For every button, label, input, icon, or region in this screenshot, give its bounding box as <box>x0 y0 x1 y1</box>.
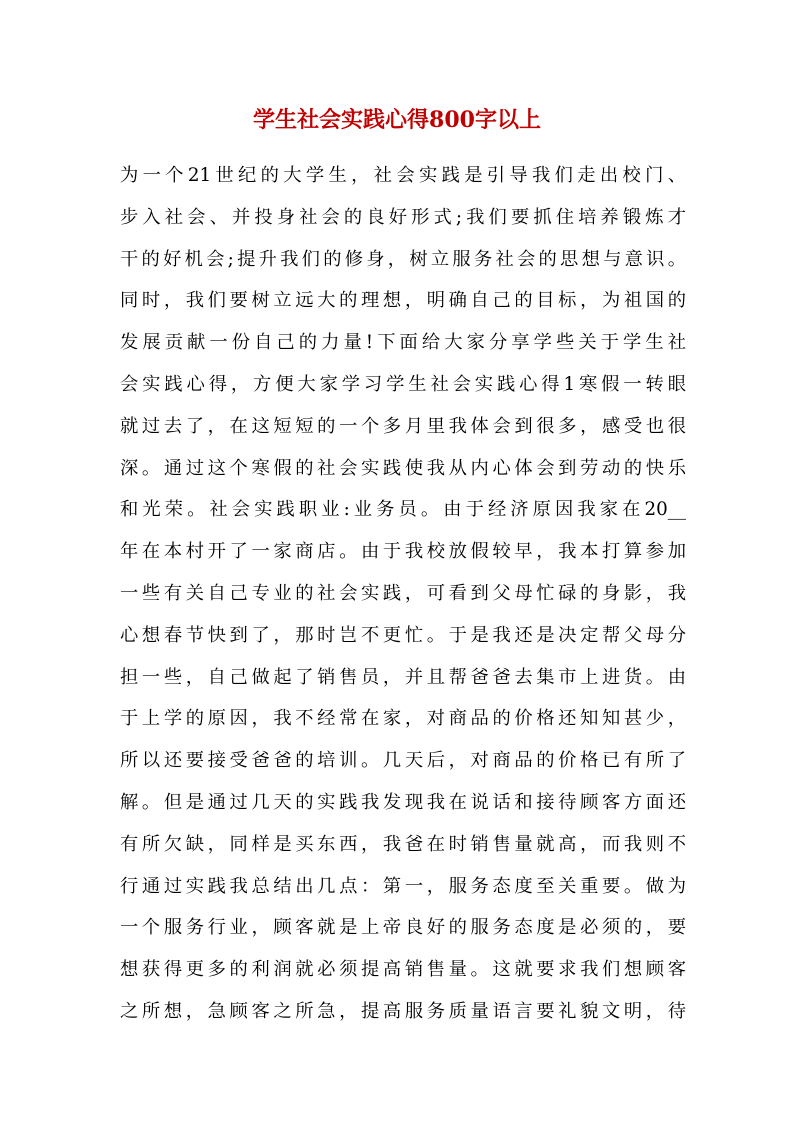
paragraph-line: 担一些，自己做起了销售员，并且帮爸爸去集市上进货。由 <box>120 666 686 688</box>
paragraph-line: 和光荣。社会实践职业:业务员。由于经济原因我家在20__ <box>120 499 686 521</box>
paragraph-line: 心想春节快到了，那时岂不更忙。于是我还是决定帮父母分 <box>120 624 686 646</box>
paragraph-line: 发展贡献一份自己的力量!下面给大家分享学些关于学生社 <box>120 332 686 354</box>
paragraph-line: 有所欠缺，同样是买东西，我爸在时销售量就高，而我则不 <box>120 833 686 855</box>
paragraph-line: 于上学的原因，我不经常在家，对商品的价格还知知甚少， <box>120 708 686 730</box>
paragraph-line: 年在本村开了一家商店。由于我校放假较早，我本打算参加 <box>120 541 686 563</box>
paragraph-line: 为一个21世纪的大学生，社会实践是引导我们走出校门、 <box>120 165 686 186</box>
paragraph-line: 就过去了，在这短短的一个多月里我体会到很多，感受也很 <box>120 415 686 437</box>
document-body <box>120 155 686 1033</box>
paragraph-line: 所以还要接受爸爸的培训。几天后，对商品的价格已有所了 <box>120 750 686 772</box>
paragraph-line: 一个服务行业，顾客就是上帝良好的服务态度是必须的，要 <box>120 917 686 939</box>
paragraph-line: 同时，我们要树立远大的理想，明确自己的目标，为祖国的 <box>120 290 686 312</box>
paragraph-line: 深。通过这个寒假的社会实践使我从内心体会到劳动的快乐 <box>120 457 686 479</box>
paragraph-line: 会实践心得，方便大家学习学生社会实践心得1寒假一转眼 <box>120 373 686 395</box>
paragraph-line: 之所想，急顾客之所急，提高服务质量语言要礼貌文明，待 <box>120 1000 686 1022</box>
paragraph-line: 一些有关自己专业的社会实践，可看到父母忙碌的身影，我 <box>120 582 686 604</box>
paragraph-line: 干的好机会;提升我们的修身，树立服务社会的思想与意识。 <box>120 248 686 270</box>
document-title: 学生社会实践心得800字以上 <box>253 107 541 133</box>
paragraph-line: 步入社会、并投身社会的良好形式;我们要抓住培养锻炼才 <box>120 206 686 228</box>
paragraph-line: 解。但是通过几天的实践我发现我在说话和接待顾客方面还 <box>120 791 686 813</box>
paragraph-line: 行通过实践我总结出几点：第一，服务态度至关重要。做为 <box>120 875 686 897</box>
paragraph-line: 想获得更多的利润就必须提高销售量。这就要求我们想顾客 <box>120 959 686 981</box>
